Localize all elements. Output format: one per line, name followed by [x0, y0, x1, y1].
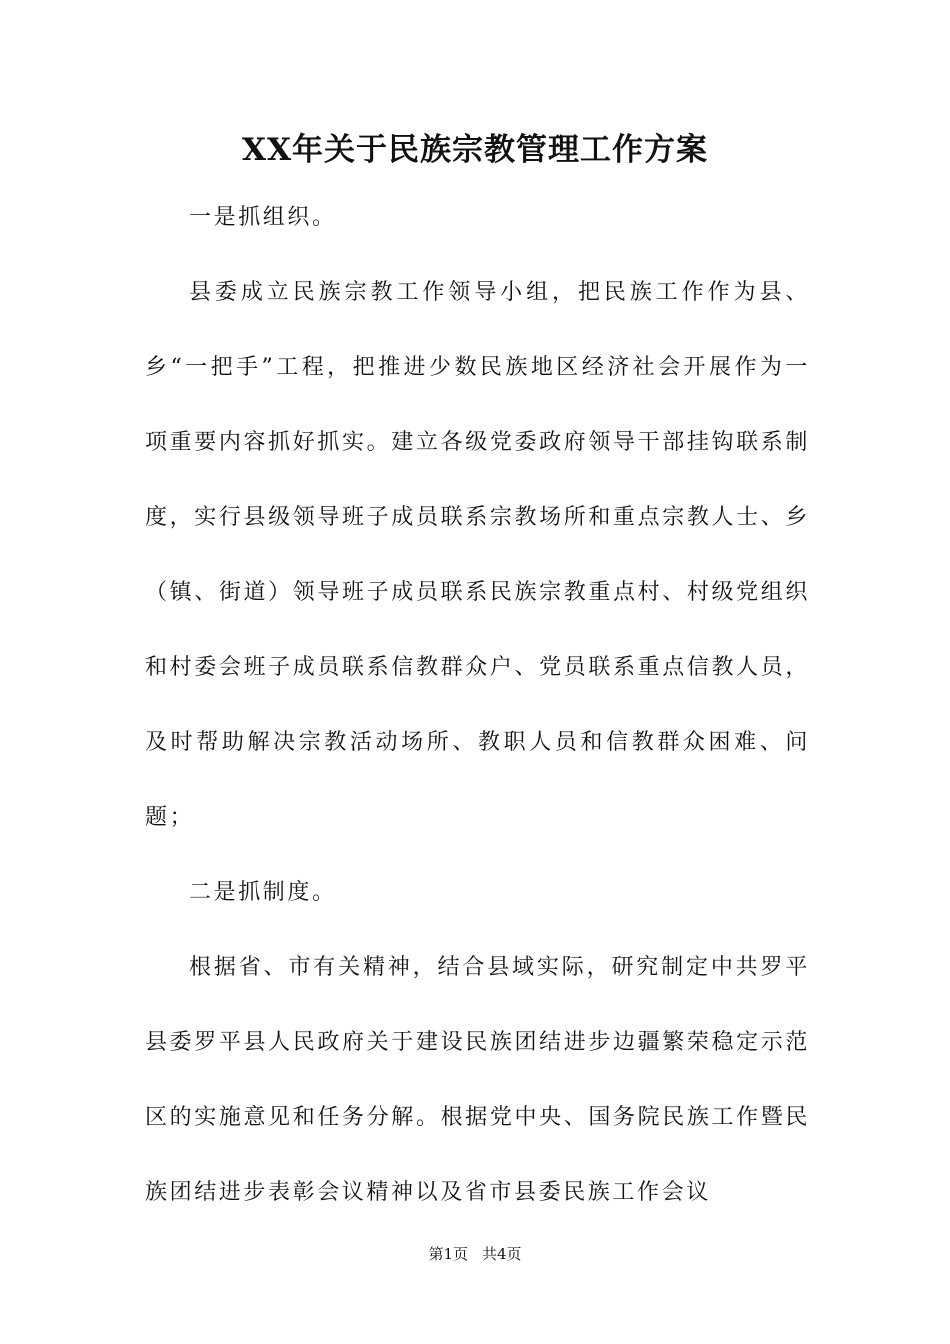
paragraph-section-two-heading: 二是抓制度。: [189, 880, 337, 905]
document-title: XX年关于民族宗教管理工作方案: [241, 132, 709, 168]
page-footer: [0, 1244, 950, 1264]
paragraph-section-two-body: 根据省、市有关精神，结合县域实际，研究制定中共罗平县委罗平县人民政府关于建设民族团结进步边疆繁荣稳定示范区的实施意见和任务分解。根据党中央、国务院民族工作暨民族团结进步表彰会议精神以及省市县委民族工作会议: [145, 955, 810, 1205]
paragraph-section-one-heading: 一是抓组织。: [189, 205, 337, 230]
document-body: [145, 180, 810, 1230]
page-number: 第1页: [428, 1245, 468, 1263]
page-total: 共4页: [482, 1245, 522, 1263]
paragraph-section-one-body: 县委成立民族宗教工作领导小组，把民族工作作为县、乡“一把手”工程，把推进少数民族地区经济社会开展作为一项重要内容抓好抓实。建立各级党委政府领导干部挂钩联系制度，实行县级领导班子成员联系宗教场所和重点宗教人士、乡（镇、街道）领导班子成员联系民族宗教重点村、村级党组织和村委会班子成员联系信教群众户、党员联系重点信教人员，及时帮助解决宗教活动场所、教职人员和信教群众困难、问题；: [145, 280, 810, 830]
